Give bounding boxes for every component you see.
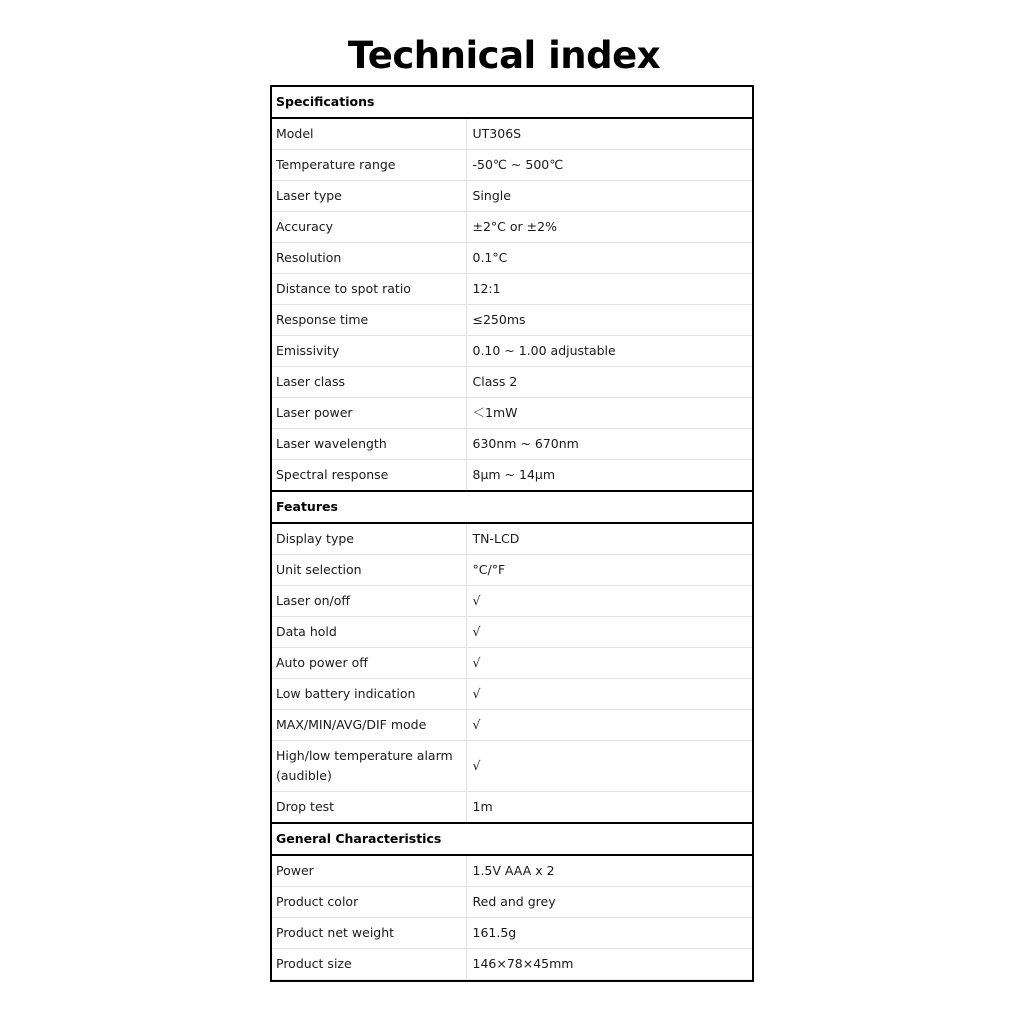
technical-spec-table (270, 85, 754, 980)
spec-value: √ (466, 648, 754, 679)
spec-label: Laser type (270, 181, 466, 212)
spec-row-accuracy (270, 212, 754, 243)
spec-value: √ (466, 617, 754, 648)
spec-label: Data hold (270, 617, 466, 648)
spec-value: 161.5g (466, 918, 754, 949)
spec-row-resolution (270, 243, 754, 274)
spec-row-laser-type (270, 181, 754, 212)
spec-label: High/low temperature alarm (audible) (270, 741, 466, 792)
spec-value: Red and grey (466, 887, 754, 918)
spec-value: √ (466, 586, 754, 617)
section-title: Features (270, 491, 754, 523)
spec-table-body (270, 86, 754, 980)
spec-row-distance-to-spot-ratio (270, 274, 754, 305)
spec-label: Resolution (270, 243, 466, 274)
spec-row-response-time (270, 305, 754, 336)
spec-value: √ (466, 679, 754, 710)
spec-value: √ (466, 710, 754, 741)
spec-label: Power (270, 855, 466, 887)
spec-label: Laser on/off (270, 586, 466, 617)
page-title: Technical index (347, 33, 661, 77)
spec-label: Laser power (270, 398, 466, 429)
spec-row-auto-power-off (270, 648, 754, 679)
spec-row-temperature-range (270, 150, 754, 181)
spec-label: Laser wavelength (270, 429, 466, 460)
spec-row-high-low-temperature-alarm-audible (270, 741, 754, 792)
spec-label: Low battery indication (270, 679, 466, 710)
spec-row-data-hold (270, 617, 754, 648)
spec-row-laser-wavelength (270, 429, 754, 460)
spec-row-product-size (270, 949, 754, 980)
spec-value: 0.10 ~ 1.00 adjustable (466, 336, 754, 367)
spec-row-model (270, 118, 754, 150)
spec-label: Spectral response (270, 460, 466, 492)
spec-row-product-net-weight (270, 918, 754, 949)
section-header-general-characteristics (270, 823, 754, 855)
spec-label: Product color (270, 887, 466, 918)
spec-label: Display type (270, 523, 466, 555)
spec-row-power (270, 855, 754, 887)
spec-label: Response time (270, 305, 466, 336)
spec-label: Emissivity (270, 336, 466, 367)
spec-value: 630nm ~ 670nm (466, 429, 754, 460)
spec-row-max-min-avg-dif-mode (270, 710, 754, 741)
spec-value: 146×78×45mm (466, 949, 754, 980)
section-title: General Characteristics (270, 823, 754, 855)
spec-value: Single (466, 181, 754, 212)
spec-value: °C/°F (466, 555, 754, 586)
spec-label: Temperature range (270, 150, 466, 181)
spec-label: Laser class (270, 367, 466, 398)
spec-row-laser-on-off (270, 586, 754, 617)
spec-label: MAX/MIN/AVG/DIF mode (270, 710, 466, 741)
section-header-specifications (270, 86, 754, 118)
spec-value: 0.1°C (466, 243, 754, 274)
spec-row-display-type (270, 523, 754, 555)
spec-row-spectral-response (270, 460, 754, 492)
spec-label: Auto power off (270, 648, 466, 679)
spec-row-drop-test (270, 792, 754, 824)
spec-value: UT306S (466, 118, 754, 150)
spec-label: Product net weight (270, 918, 466, 949)
spec-value: ≤250ms (466, 305, 754, 336)
spec-label: Drop test (270, 792, 466, 824)
spec-row-low-battery-indication (270, 679, 754, 710)
spec-label: Unit selection (270, 555, 466, 586)
spec-row-laser-class (270, 367, 754, 398)
spec-value: 8μm ~ 14μm (466, 460, 754, 492)
spec-label: Distance to spot ratio (270, 274, 466, 305)
section-header-features (270, 491, 754, 523)
section-title: Specifications (270, 86, 754, 118)
spec-label: Product size (270, 949, 466, 980)
spec-label: Accuracy (270, 212, 466, 243)
spec-row-unit-selection (270, 555, 754, 586)
spec-row-emissivity (270, 336, 754, 367)
spec-value: 1m (466, 792, 754, 824)
spec-value: 12:1 (466, 274, 754, 305)
spec-value: ±2°C or ±2% (466, 212, 754, 243)
spec-value: TN-LCD (466, 523, 754, 555)
spec-value: ＜1mW (466, 398, 754, 429)
spec-label: Model (270, 118, 466, 150)
spec-value: -50℃ ~ 500℃ (466, 150, 754, 181)
spec-row-laser-power (270, 398, 754, 429)
spec-value: 1.5V AAA x 2 (466, 855, 754, 887)
spec-value: √ (466, 741, 754, 792)
spec-value: Class 2 (466, 367, 754, 398)
spec-row-product-color (270, 887, 754, 918)
